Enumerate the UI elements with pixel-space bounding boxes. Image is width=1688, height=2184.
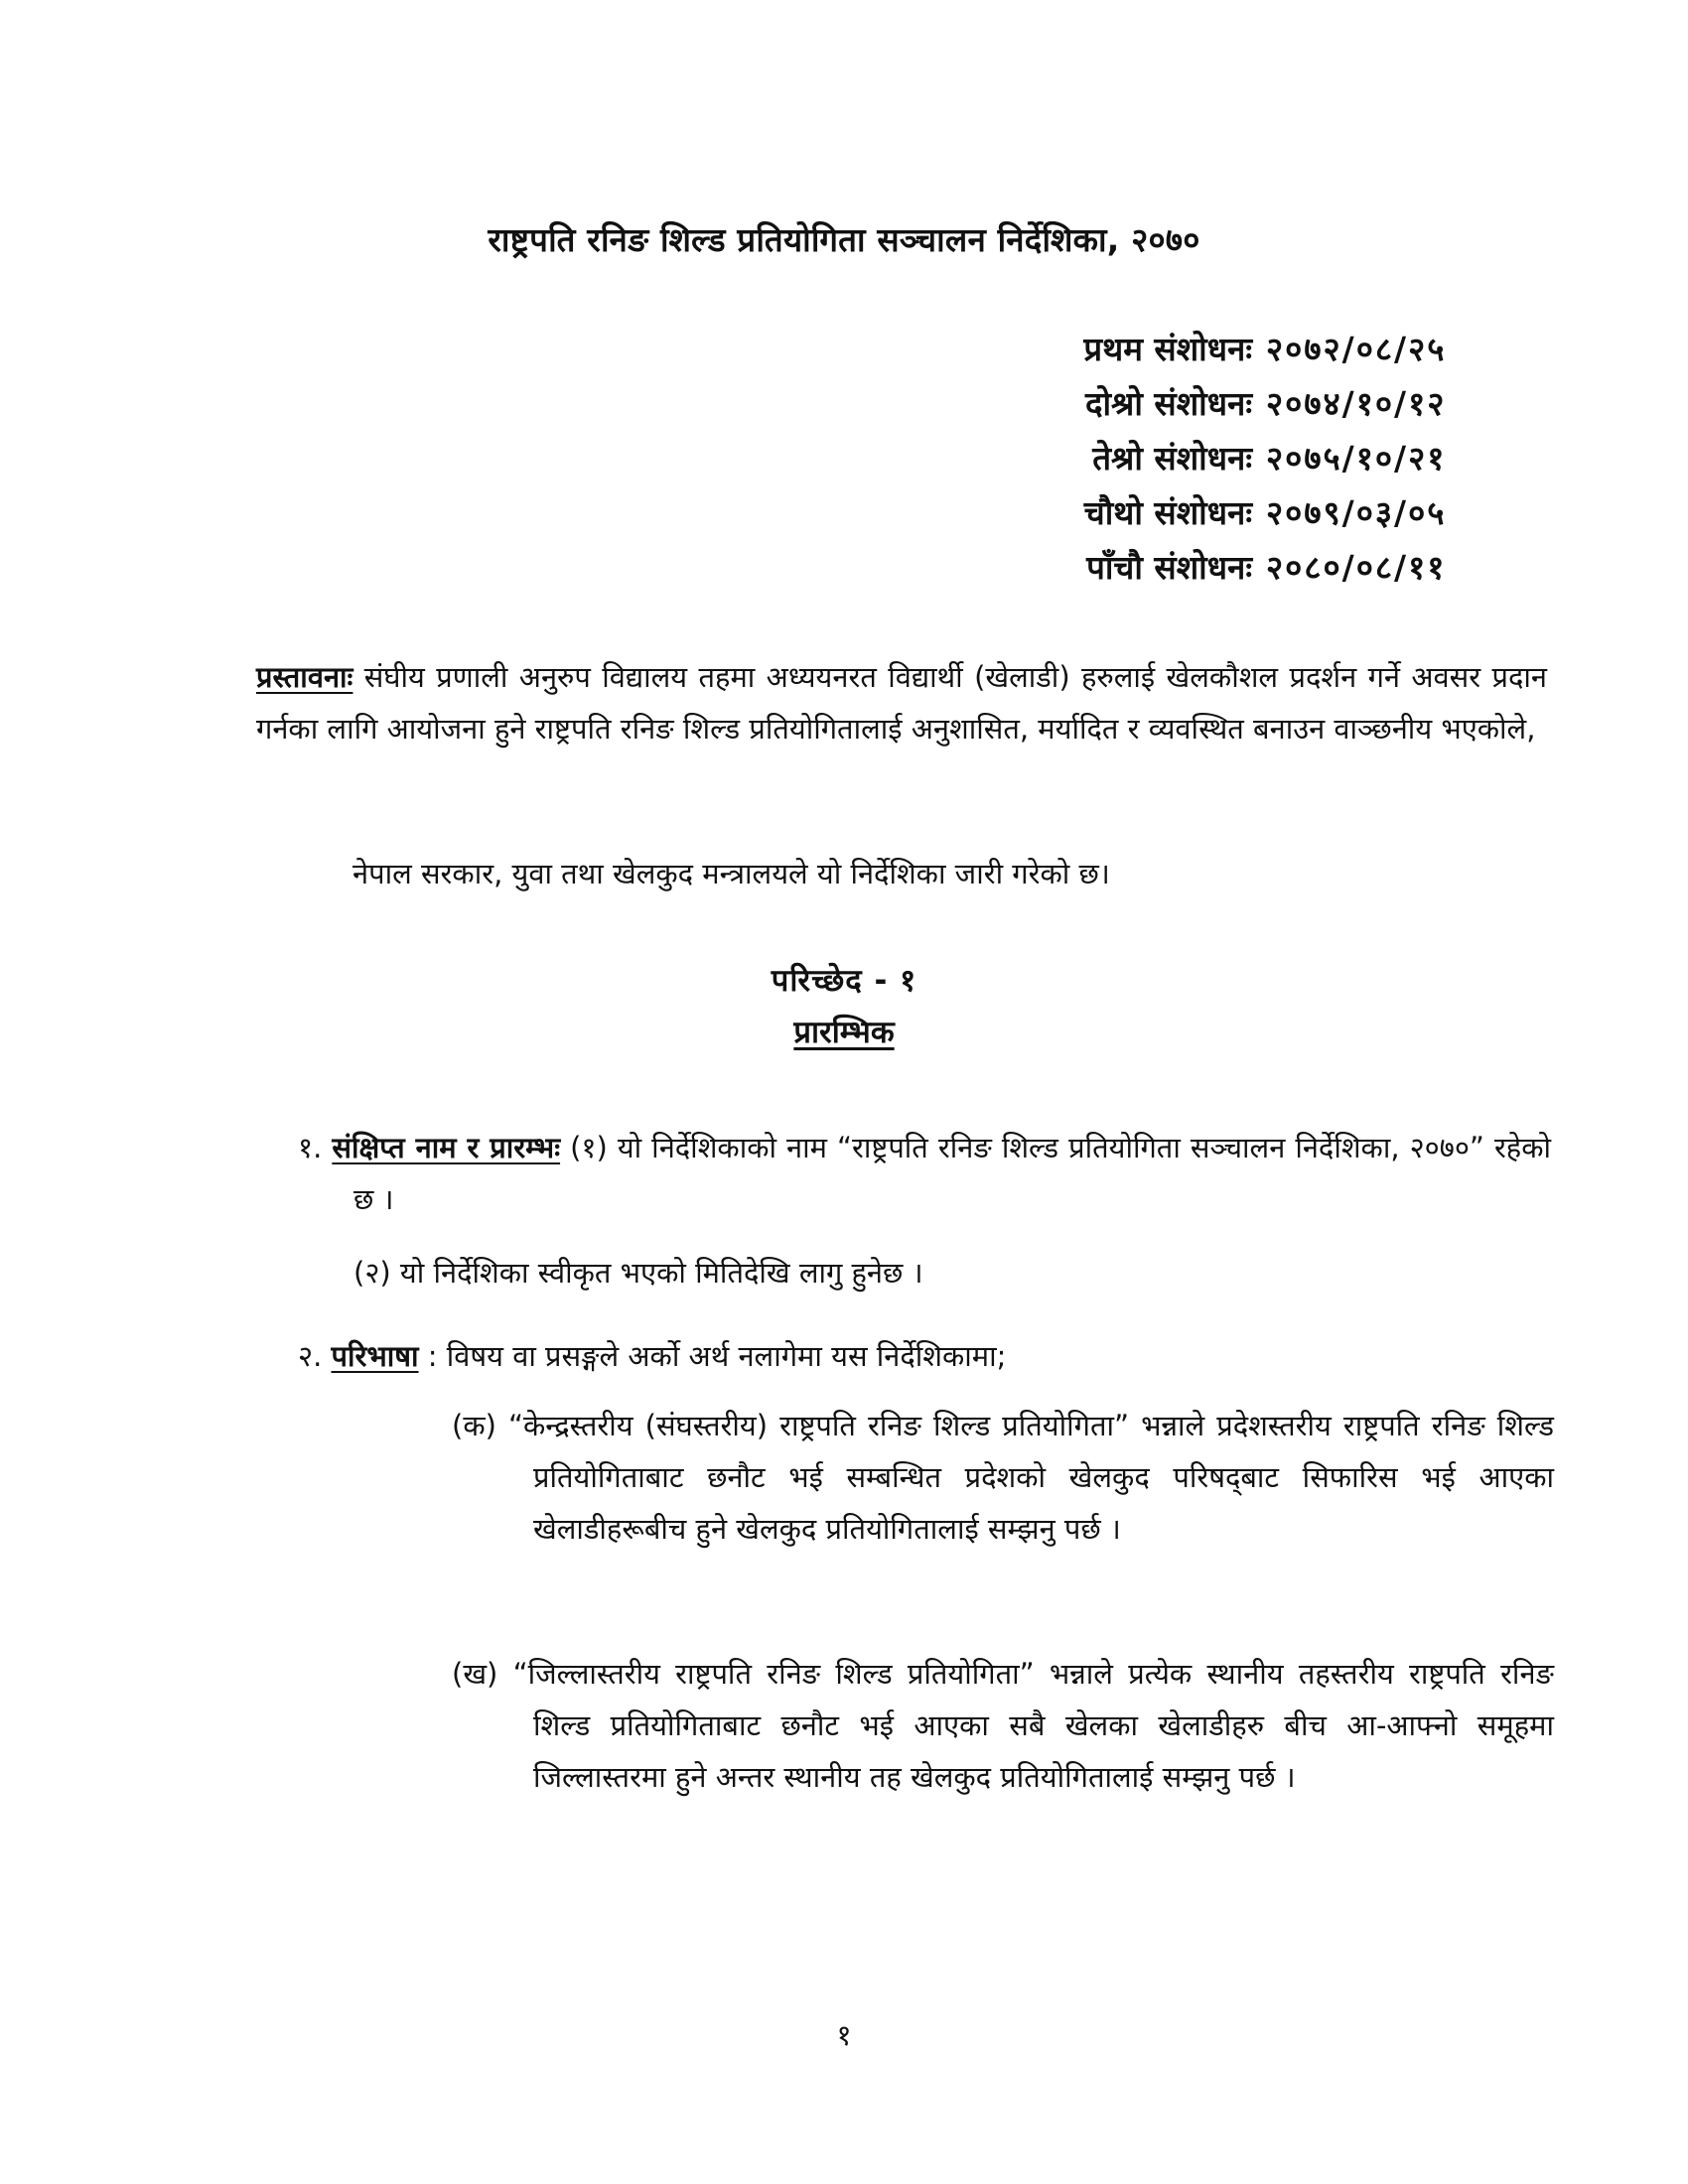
chapter-number: परिच्छेद - १: [771, 963, 917, 999]
clause-text: “जिल्लास्तरीय राष्ट्रपति रनिङ शिल्ड प्रतियोगिता” भन्नाले प्रत्येक स्थानीय तहस्तरीय राष्ट्रपति रनिङ शिल्ड प्रतियोगिताबाट छनौट भई आएका सबै खेलका खेलाडीहरु बीच आ-आफ्नो समूहमा जिल्लास्तरमा हुने अन्तर स्थानीय तह खेलकुद प्रतियोगितालाई सम्झनु पर्छ ।: [512, 1657, 1555, 1794]
amendment-date: २०८०/०८/११: [1266, 548, 1447, 587]
clause-label: (क): [452, 1409, 496, 1442]
amendment-date: २०७२/०८/२५: [1266, 330, 1447, 368]
amendment-date: २०७४/१०/१२: [1266, 384, 1447, 423]
amendment-row: [978, 380, 1534, 435]
amendment-row: [978, 544, 1534, 599]
clause-text: “केन्द्रस्तरीय (संघस्तरीय) राष्ट्रपति रनिङ शिल्ड प्रतियोगिता” भन्नाले प्रदेशस्तरीय राष्ट्रपति रनिङ शिल्ड प्रतियोगिताबाट छनौट भई सम्बन्धित प्रदेशको खेलकुद परिषद्‌बाट सिफारिस भई आएका खेलाडीहरूबीच हुने खेलकुद प्रतियोगितालाई सम्झनु पर्छ ।: [507, 1409, 1554, 1546]
amendment-label: चौथो संशोधनः: [1083, 493, 1252, 532]
amendment-label: दोश्रो संशोधनः: [1084, 384, 1252, 423]
amendment-label: तेश्रो संशोधनः: [1092, 439, 1252, 478]
preamble-paragraph: [256, 651, 1547, 754]
amendment-row: [978, 489, 1534, 544]
amendment-label: प्रथम संशोधनः: [1083, 330, 1252, 368]
section-1: [298, 1122, 1551, 1225]
section-1-subsection-1: (१) यो निर्देशिकाको नाम “राष्ट्रपति रनिङ शिल्ड प्रतियोगिता सञ्चालन निर्देशिका, २०७०” रहेको छ ।: [353, 1131, 1551, 1216]
amendment-date: २०७९/०३/०५: [1266, 493, 1447, 532]
chapter-name: प्रारम्भिक: [793, 1015, 895, 1050]
definition-clause-ka: [452, 1400, 1554, 1555]
amendment-label: पाँचौ संशोधनः: [1086, 548, 1252, 587]
clause-label: (ख): [452, 1657, 498, 1691]
amendment-date: २०७५/१०/२१: [1266, 439, 1447, 478]
preamble-label: प्रस्तावनाः: [256, 660, 353, 694]
amendment-row: [978, 326, 1534, 380]
document-title: राष्ट्रपति रनिङ शिल्ड प्रतियोगिता सञ्चालन निर्देशिका, २०७०: [488, 220, 1200, 259]
section-2-heading: परिभाषा: [331, 1339, 419, 1373]
section-1-number: १.: [298, 1131, 323, 1164]
section-1-subsection-2: (२) यो निर्देशिका स्वीकृत भएको मितिदेखि लागु हुनेछ ।: [353, 1256, 923, 1290]
section-2-intro: विषय वा प्रसङ्गले अर्को अर्थ नलागेमा यस निर्देशिकामा;: [437, 1339, 1007, 1373]
preamble-text: संघीय प्रणाली अनुरुप विद्यालय तहमा अध्ययनरत विद्यार्थी (खेलाडी) हरुलाई खेलकौशल प्रदर्शन गर्ने अवसर प्रदान गर्नका लागि आयोजना हुने राष्ट्रपति रनिङ शिल्ड प्रतियोगितालाई अनुशासित, मर्यादित र व्यवस्थित बनाउन वाञ्छनीय भएकोले,: [256, 660, 1547, 746]
amendment-list: [978, 326, 1534, 599]
section-2: [298, 1330, 1551, 1382]
definition-clause-kha: [452, 1648, 1554, 1803]
amendment-row: [978, 435, 1534, 489]
issuance-statement: नेपाल सरकार, युवा तथा खेलकुद मन्त्रालयले यो निर्देशिका जारी गरेको छ।: [352, 857, 1110, 890]
section-1-heading: संक्षिप्त नाम र प्रारम्भः: [332, 1131, 561, 1164]
section-2-colon: :: [418, 1339, 438, 1373]
section-2-number: २.: [298, 1339, 323, 1373]
page-number: १: [836, 2018, 852, 2052]
